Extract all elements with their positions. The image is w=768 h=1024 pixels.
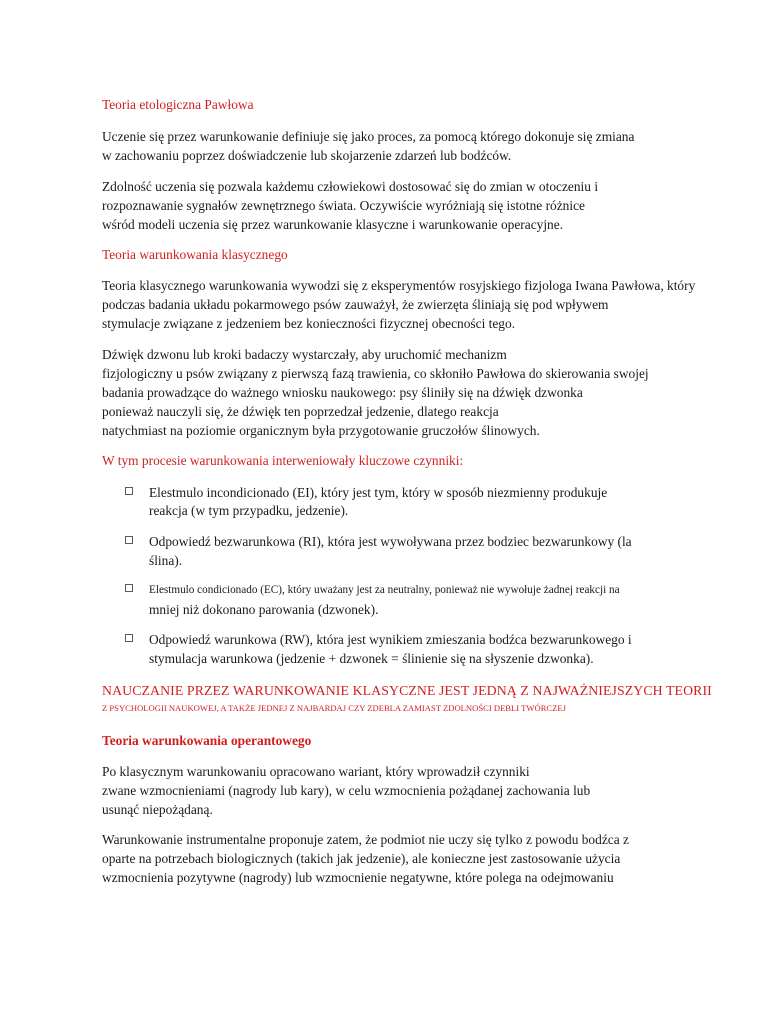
paragraph-line: stymulacje związane z jedzeniem bez konieczności fizycznej obecności tego. (102, 316, 516, 331)
paragraph-line: wzmocnienia pozytywne (nagrody) lub wzmocnienie negatywne, które polega na odejmowaniu (102, 870, 614, 885)
heading-pavlov-ethological: Teoria etologiczna Pawłowa (102, 97, 254, 112)
list-item: Elestmulo condicionado (EC), który uważany jest za neutralny, ponieważ nie wywołuje żadnej reakcji na (149, 584, 620, 596)
caps-statement: NAUCZANIE PRZEZ WARUNKOWANIE KLASYCZNE JEST JEDNĄ Z NAJWAŻNIEJSZYCH TEORII (102, 683, 712, 698)
list-item: Odpowiedź warunkowa (RW), która jest wynikiem zmieszania bodźca bezwarunkowego i (149, 632, 632, 647)
paragraph-line: Warunkowanie instrumentalne proponuje zatem, że podmiot nie uczy się tylko z powodu bodźca z (102, 832, 629, 847)
paragraph-line: w zachowaniu poprzez doświadczenie lub skojarzenie zdarzeń lub bodźców. (102, 148, 512, 163)
list-item: Odpowiedź bezwarunkowa (RI), która jest wywoływana przez bodziec bezwarunkowy (la (149, 534, 632, 549)
empty-box-icon (125, 536, 134, 545)
empty-box-icon (125, 487, 134, 496)
paragraph-line: oparte na potrzebach biologicznych (takich jak jedzenie), ale konieczne jest zastosowanie użycia (102, 851, 621, 866)
heading-classical-conditioning: Teoria warunkowania klasycznego (102, 247, 288, 262)
paragraph-line: badania prowadzące do ważnego wniosku naukowego: psy śliniły się na dźwięk dzwonka (102, 385, 583, 400)
paragraph-line: Uczenie się przez warunkowanie definiuje się jako proces, za pomocą którego dokonuje się zmiana (102, 129, 635, 144)
paragraph-line: Zdolność uczenia się pozwala każdemu człowiekowi dostosować się do zmian w otoczeniu i (102, 179, 599, 194)
empty-box-icon (125, 584, 134, 593)
paragraph-line: natychmiast na poziomie organicznym była przygotowanie gruczołów ślinowych. (102, 423, 540, 438)
empty-box-icon (125, 634, 134, 643)
paragraph-line: podczas badania układu pokarmowego psów zauważył, że zwierzęta śliniają się pod wpływem (102, 297, 609, 312)
paragraph-line: zwane wzmocnieniami (nagrody lub kary), w celu wzmocnienia pożądanej zachowania lub (102, 783, 591, 798)
paragraph-line: Dźwięk dzwonu lub kroki badaczy wystarczały, aby uruchomić mechanizm (102, 347, 507, 362)
paragraph-line: wśród modeli uczenia się przez warunkowanie klasyczne i warunkowanie operacyjne. (102, 217, 564, 232)
caps-statement-continued: Z PSYCHOLOGII NAUKOWEJ, A TAKŻE JEDNEJ Z NAJBARDAJ CZY ZDEBLA ZAMIAST ZDOLNOŚCI DEBLI TWÓRCZEJ (102, 703, 567, 713)
paragraph-line: Teoria klasycznego warunkowania wywodzi się z eksperymentów rosyjskiego fizjologa Iwana Pawłowa, który (102, 278, 696, 293)
paragraph-line: rozpoznawanie sygnałów zewnętrznego świata. Oczywiście wyróżniają się istotne różnice (102, 198, 585, 213)
list-item-continued: reakcja (w tym przypadku, jedzenie). (149, 503, 349, 518)
paragraph-line: fizjologiczny u psów związany z pierwszą fazą trawienia, co skłoniło Pawłowa do skierowania swojej (102, 366, 649, 381)
list-item-continued: ślina). (149, 553, 183, 568)
heading-key-factors: W tym procesie warunkowania interweniowały kluczowe czynniki: (102, 453, 464, 468)
list-item: Elestmulo incondicionado (EI), który jest tym, który w sposób niezmienny produkuje (149, 485, 608, 500)
list-item-continued: stymulacja warunkowa (jedzenie + dzwonek = ślinienie się na słyszenie dzwonka). (149, 651, 594, 666)
heading-operant-conditioning: Teoria warunkowania operantowego (102, 733, 312, 748)
paragraph-line: usunąć niepożądaną. (102, 802, 213, 817)
paragraph-line: ponieważ nauczyli się, że dźwięk ten poprzedzał jedzenie, dlatego reakcja (102, 404, 499, 419)
list-item-continued: mniej niż dokonano parowania (dzwonek). (149, 602, 379, 617)
paragraph-line: Po klasycznym warunkowaniu opracowano wariant, który wprowadził czynniki (102, 764, 530, 779)
